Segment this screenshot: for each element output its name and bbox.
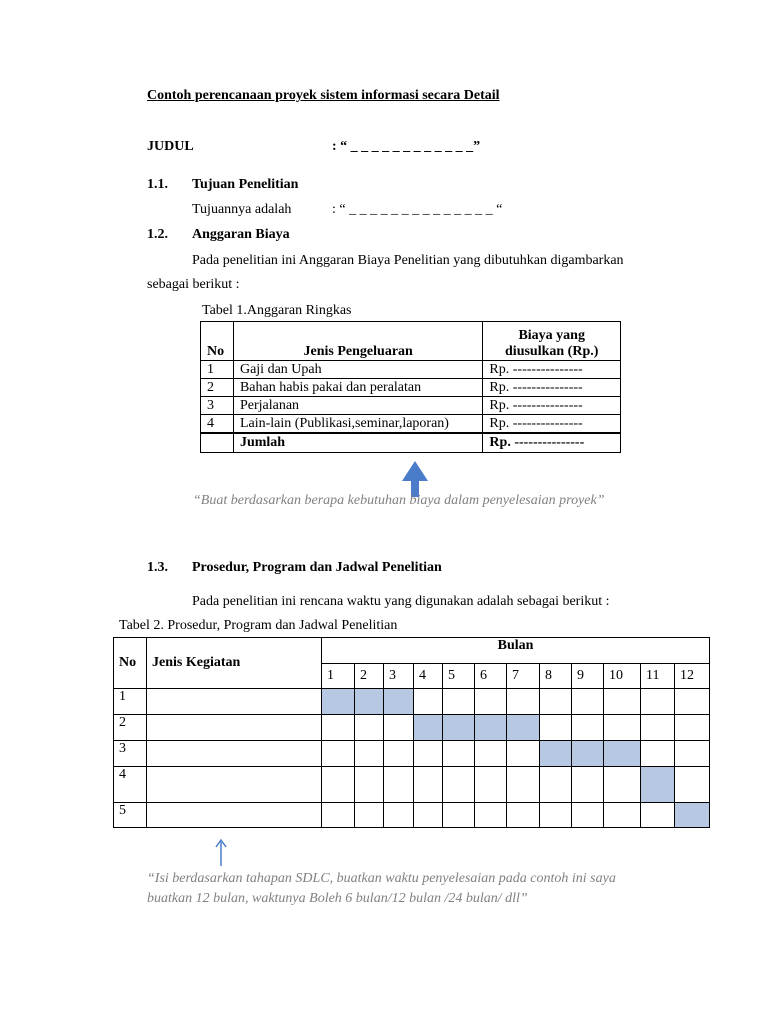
month-cell: 3 bbox=[384, 664, 414, 689]
gantt-cell bbox=[641, 803, 675, 828]
row-kegiatan bbox=[147, 741, 322, 767]
month-cell: 7 bbox=[507, 664, 540, 689]
gantt-cell bbox=[443, 767, 475, 803]
table-row bbox=[114, 715, 710, 741]
gantt-cell bbox=[322, 715, 355, 741]
gantt-cell bbox=[572, 715, 604, 741]
gantt-cell bbox=[572, 767, 604, 803]
gantt-cell bbox=[443, 803, 475, 828]
table-1-caption: Tabel 1.Anggaran Ringkas bbox=[202, 303, 352, 318]
total-label: Jumlah bbox=[233, 433, 482, 453]
gantt-cell bbox=[572, 803, 604, 828]
row-biaya: Rp. --------------- bbox=[483, 379, 621, 397]
row-no: 5 bbox=[114, 803, 147, 828]
gantt-cell bbox=[675, 803, 710, 828]
row-biaya: Rp. --------------- bbox=[483, 397, 621, 415]
gantt-cell bbox=[414, 689, 443, 715]
gantt-cell bbox=[384, 715, 414, 741]
row-biaya: Rp. --------------- bbox=[483, 415, 621, 434]
gantt-cell bbox=[604, 767, 641, 803]
gantt-cell bbox=[641, 741, 675, 767]
table-row bbox=[114, 689, 710, 715]
header-no: No bbox=[201, 322, 234, 361]
gantt-cell bbox=[507, 715, 540, 741]
row-no: 3 bbox=[201, 397, 234, 415]
gantt-cell bbox=[540, 803, 572, 828]
gantt-cell bbox=[414, 767, 443, 803]
month-cell: 9 bbox=[572, 664, 604, 689]
gantt-cell bbox=[414, 803, 443, 828]
row-no: 1 bbox=[114, 689, 147, 715]
gantt-cell bbox=[355, 767, 384, 803]
month-cell: 5 bbox=[443, 664, 475, 689]
gantt-cell bbox=[475, 767, 507, 803]
budget-note: “Buat berdasarkan berapa kebutuhan biaya dalam penyelesaian proyek” bbox=[193, 493, 605, 508]
gantt-cell bbox=[443, 689, 475, 715]
table-row bbox=[201, 415, 621, 434]
gantt-cell bbox=[355, 689, 384, 715]
header-jenis-pengeluaran: Jenis Pengeluaran bbox=[233, 322, 482, 361]
gantt-cell bbox=[507, 767, 540, 803]
gantt-cell bbox=[675, 767, 710, 803]
section-1-2-title: Anggaran Biaya bbox=[192, 227, 290, 242]
row-no: 2 bbox=[114, 715, 147, 741]
row-no: 2 bbox=[201, 379, 234, 397]
gantt-cell bbox=[355, 803, 384, 828]
gantt-cell bbox=[675, 741, 710, 767]
jadwal-paragraph: Pada penelitian ini rencana waktu yang digunakan adalah sebagai berikut : bbox=[192, 594, 610, 609]
row-kegiatan bbox=[147, 803, 322, 828]
gantt-cell bbox=[507, 689, 540, 715]
gantt-cell bbox=[540, 715, 572, 741]
judul-label: JUDUL bbox=[147, 139, 194, 154]
month-cell: 6 bbox=[475, 664, 507, 689]
month-cell: 12 bbox=[675, 664, 710, 689]
gantt-cell bbox=[384, 803, 414, 828]
gantt-cell bbox=[572, 741, 604, 767]
month-cell: 10 bbox=[604, 664, 641, 689]
gantt-cell bbox=[675, 715, 710, 741]
gantt-cell bbox=[355, 741, 384, 767]
month-cell: 4 bbox=[414, 664, 443, 689]
row-no: 1 bbox=[201, 361, 234, 379]
table-row bbox=[201, 379, 621, 397]
gantt-cell bbox=[322, 803, 355, 828]
table-2-caption: Tabel 2. Prosedur, Program dan Jadwal Penelitian bbox=[119, 618, 398, 633]
schedule-table bbox=[113, 637, 710, 828]
header-bulan: Bulan bbox=[322, 638, 710, 664]
table-row bbox=[114, 803, 710, 828]
gantt-cell bbox=[443, 715, 475, 741]
row-jenis: Perjalanan bbox=[233, 397, 482, 415]
anggaran-paragraph-line1: Pada penelitian ini Anggaran Biaya Penelitian yang dibutuhkan digambarkan bbox=[192, 253, 624, 268]
row-no: 3 bbox=[114, 741, 147, 767]
header-jenis-kegiatan: Jenis Kegiatan bbox=[147, 638, 322, 689]
gantt-cell bbox=[572, 689, 604, 715]
header-no: No bbox=[114, 638, 147, 689]
row-no: 4 bbox=[201, 415, 234, 434]
total-row bbox=[201, 433, 621, 453]
row-no: 4 bbox=[114, 767, 147, 803]
gantt-cell bbox=[507, 741, 540, 767]
gantt-cell bbox=[414, 715, 443, 741]
row-jenis: Gaji dan Upah bbox=[233, 361, 482, 379]
gantt-cell bbox=[641, 689, 675, 715]
row-kegiatan bbox=[147, 689, 322, 715]
schedule-header-row-1 bbox=[114, 638, 710, 664]
table-row bbox=[201, 397, 621, 415]
gantt-cell bbox=[540, 767, 572, 803]
tujuan-label: Tujuannya adalah bbox=[192, 202, 292, 217]
table-row bbox=[201, 361, 621, 379]
row-biaya: Rp. --------------- bbox=[483, 361, 621, 379]
table-row bbox=[114, 767, 710, 803]
row-kegiatan bbox=[147, 767, 322, 803]
tujuan-value: : “ _ _ _ _ _ _ _ _ _ _ _ _ _ _ “ bbox=[332, 202, 503, 217]
schedule-note-line1: “Isi berdasarkan tahapan SDLC, buatkan waktu penyelesaian pada contoh ini saya bbox=[147, 871, 616, 886]
gantt-cell bbox=[355, 715, 384, 741]
total-biaya: Rp. --------------- bbox=[483, 433, 621, 453]
gantt-cell bbox=[540, 689, 572, 715]
header-biaya-line1: Biaya yang bbox=[518, 328, 585, 343]
gantt-cell bbox=[322, 767, 355, 803]
total-no bbox=[201, 433, 234, 453]
row-jenis: Lain-lain (Publikasi,seminar,laporan) bbox=[233, 415, 482, 434]
section-1-2-number: 1.2. bbox=[147, 227, 168, 242]
month-cell: 2 bbox=[355, 664, 384, 689]
gantt-cell bbox=[443, 741, 475, 767]
gantt-cell bbox=[641, 715, 675, 741]
gantt-cell bbox=[507, 803, 540, 828]
gantt-cell bbox=[322, 741, 355, 767]
header-biaya-line2: diusulkan (Rp.) bbox=[505, 344, 599, 359]
month-cell: 11 bbox=[641, 664, 675, 689]
thin-arrow-up-icon bbox=[213, 838, 229, 868]
gantt-cell bbox=[475, 803, 507, 828]
gantt-cell bbox=[475, 715, 507, 741]
budget-table bbox=[200, 321, 621, 453]
table-row bbox=[114, 741, 710, 767]
gantt-cell bbox=[414, 741, 443, 767]
gantt-cell bbox=[384, 767, 414, 803]
row-kegiatan bbox=[147, 715, 322, 741]
gantt-cell bbox=[475, 741, 507, 767]
gantt-cell bbox=[604, 715, 641, 741]
schedule-note-line2: buatkan 12 bulan, waktunya Boleh 6 bulan/12 bulan /24 bulan/ dll” bbox=[147, 891, 528, 906]
section-1-1-number: 1.1. bbox=[147, 177, 168, 192]
judul-value: : “ _ _ _ _ _ _ _ _ _ _ _ _” bbox=[332, 139, 481, 154]
gantt-cell bbox=[384, 741, 414, 767]
section-1-3-number: 1.3. bbox=[147, 560, 168, 575]
gantt-cell bbox=[675, 689, 710, 715]
gantt-cell bbox=[604, 689, 641, 715]
section-1-3-title: Prosedur, Program dan Jadwal Penelitian bbox=[192, 560, 442, 575]
header-biaya bbox=[483, 322, 621, 361]
budget-table-header bbox=[201, 322, 621, 361]
gantt-cell bbox=[641, 767, 675, 803]
gantt-cell bbox=[604, 741, 641, 767]
row-jenis: Bahan habis pakai dan peralatan bbox=[233, 379, 482, 397]
gantt-cell bbox=[540, 741, 572, 767]
section-1-1-title: Tujuan Penelitian bbox=[192, 177, 299, 192]
month-cell: 8 bbox=[540, 664, 572, 689]
gantt-cell bbox=[475, 689, 507, 715]
gantt-cell bbox=[604, 803, 641, 828]
gantt-cell bbox=[384, 689, 414, 715]
document-title: Contoh perencanaan proyek sistem informasi secara Detail bbox=[147, 88, 500, 103]
gantt-cell bbox=[322, 689, 355, 715]
month-cell: 1 bbox=[322, 664, 355, 689]
anggaran-paragraph-line2: sebagai berikut : bbox=[147, 277, 240, 292]
